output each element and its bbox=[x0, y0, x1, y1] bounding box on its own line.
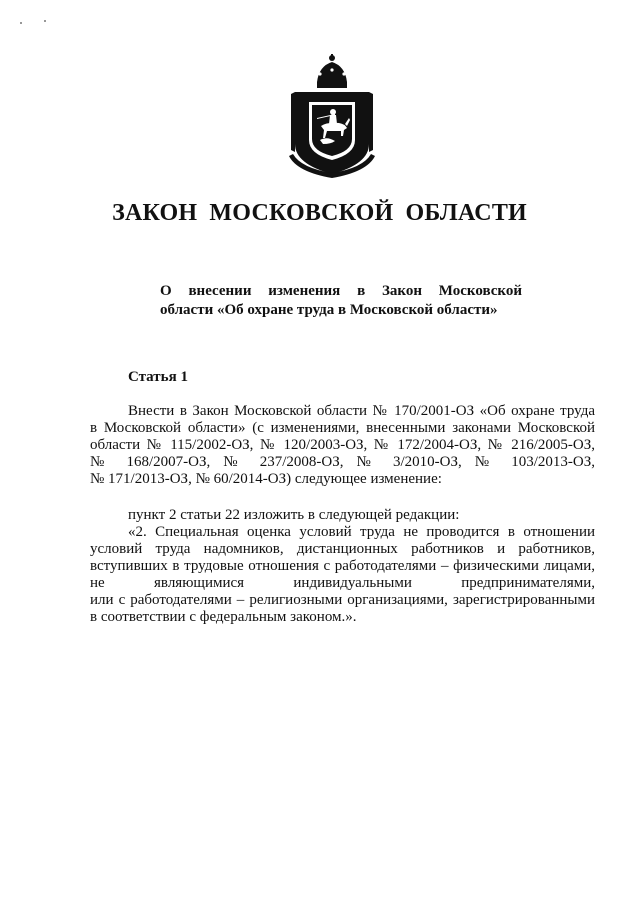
law-title: ЗАКОН МОСКОВСКОЙ ОБЛАСТИ bbox=[112, 200, 527, 226]
paragraph-1 bbox=[90, 403, 595, 488]
subtitle-line: О внесении изменения в Закон Московской bbox=[160, 283, 522, 299]
paragraph-line: № 171/2013-ОЗ, № 60/2014-ОЗ) следующее изменение: bbox=[90, 471, 442, 487]
paragraph-line: не являющимися индивидуальными предпринимателями, bbox=[90, 575, 595, 591]
paragraph-line: пункт 2 статьи 22 изложить в следующей редакции: bbox=[128, 507, 460, 523]
article-heading: Статья 1 bbox=[128, 369, 188, 385]
paragraph-line: или с работодателями – религиозными организациями, зарегистрированными bbox=[90, 592, 595, 608]
paragraph-line: области № 115/2002-ОЗ, № 120/2003-ОЗ, № 172/2004-ОЗ, № 216/2005-ОЗ, bbox=[90, 437, 595, 453]
paragraph-line: вступивших в трудовые отношения с работодателями – физическими лицами, bbox=[90, 558, 595, 574]
paragraph-line: в соответствии с федеральным законом.». bbox=[90, 609, 357, 625]
scan-speck bbox=[44, 20, 46, 22]
paragraph-2 bbox=[90, 507, 595, 626]
law-subtitle bbox=[160, 282, 522, 320]
subtitle-line: области «Об охране труда в Московской области» bbox=[160, 302, 498, 318]
scan-speck bbox=[20, 22, 22, 24]
paragraph-line: Внести в Закон Московской области № 170/2001-ОЗ «Об охране труда bbox=[128, 403, 595, 419]
paragraph-line: «2. Специальная оценка условий труда не проводится в отношении bbox=[128, 524, 595, 540]
paragraph-line: в Московской области» (с изменениями, внесенными законами Московской bbox=[90, 420, 595, 436]
paragraph-line: условий труда надомников, дистанционных работников и работников, bbox=[90, 541, 595, 557]
coat-of-arms-icon bbox=[287, 52, 377, 180]
paragraph-line: № 168/2007-ОЗ, № 237/2008-ОЗ, № 3/2010-ОЗ, № 103/2013-ОЗ, bbox=[90, 454, 595, 470]
